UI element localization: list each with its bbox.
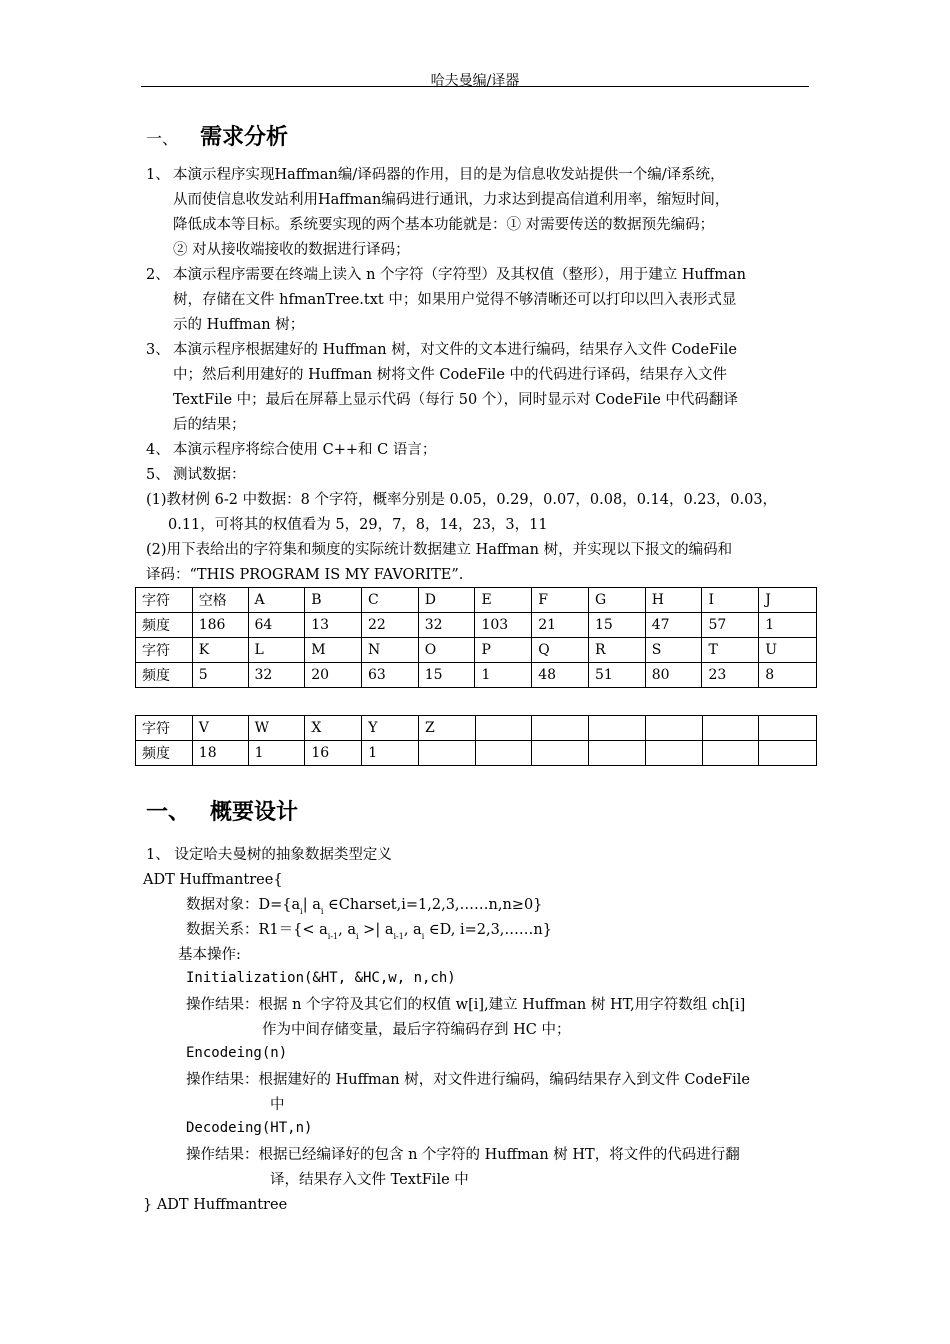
table-cell: 23 [702,663,759,688]
table-row [136,638,817,663]
table-cell: D [418,588,475,613]
op-encodeing: Encodeing(n) [186,1045,288,1061]
test2-line2: 译码：“THIS PROGRAM IS MY FAVORITE”. [146,567,464,583]
table-cell: F [532,588,589,613]
item2-line1: 本演示程序需要在终端上读入 n 个字符（字符型）及其权值（整形），用于建立 Huffman [173,267,746,283]
table-cell [702,716,759,741]
section1-title: 需求分析 [200,125,289,150]
table-cell [759,741,817,766]
table-row [136,663,817,688]
table-cell: 字符 [136,716,193,741]
subscript: i [356,932,359,941]
table-cell: G [589,588,646,613]
table-cell: V [192,716,248,741]
op2-result-line2: 中 [270,1097,285,1113]
table-cell: 8 [759,663,817,688]
table-cell: A [248,588,305,613]
data-relations-suffix: ∈D, i=2,3,……n} [424,922,552,938]
table-cell: 21 [532,613,589,638]
table-cell: H [645,588,702,613]
subscript: i [421,932,425,941]
table-cell [475,716,532,741]
op3-result-line1: 操作结果：根据已经编译好的包含 n 个字符的 Huffman 树 HT，将文件的代码进行翻 [186,1147,740,1163]
data-relations-mid3: , a [403,922,422,938]
data-relations [186,918,552,944]
item4-num: 4、 [146,442,170,458]
table-cell: 1 [475,663,532,688]
op-initialization: Initialization(&HT, &HC,w, n,ch) [186,970,456,986]
table-cell: 频度 [136,613,193,638]
item1-line3: 降低成本等目标。系统要实现的两个基本功能就是：① 对需要传送的数据预先编码； [173,217,715,233]
frequency-table-2 [135,715,817,766]
table-cell: 16 [305,741,362,766]
data-relations-mid2: >| a [358,922,394,938]
test1-line1: (1)教材例 6-2 中数据：8 个字符，概率分别是 0.05，0.29，0.07，0.08，0.14，0.23，0.03， [146,492,778,508]
table-cell: 1 [248,741,305,766]
basic-ops-label: 基本操作: [178,947,241,963]
data-relations-prefix: 数据关系：R1＝{< a [186,922,328,938]
table-cell: Z [418,716,475,741]
data-relations-mid1: , a [338,922,357,938]
op2-result-line1: 操作结果：根据建好的 Huffman 树，对文件进行编码，编码结果存入到文件 CodeFile [186,1072,750,1088]
data-objects [186,893,542,919]
table-cell: 186 [192,613,248,638]
item1-line2: 从而使信息收发站利用Haffman编码进行通讯，力求达到提高信道利用率，缩短时间， [173,192,730,208]
table-cell: 15 [418,663,475,688]
table-cell: 32 [248,663,305,688]
table-cell: N [361,638,418,663]
table-cell: 字符 [136,638,193,663]
table-cell: L [248,638,305,663]
table-cell: 5 [192,663,248,688]
data-objects-prefix: 数据对象：D={a [186,897,301,913]
table-cell: J [759,588,817,613]
table-cell: 22 [361,613,418,638]
item1-num: 1、 [146,167,170,183]
test2-line1: (2)用下表给出的字符集和频度的实际统计数据建立 Haffman 树，并实现以下报文的编码和 [146,542,733,558]
item1-line4: ② 对从接收端接收的数据进行译码； [173,242,410,258]
item5-line1: 测试数据： [173,467,246,483]
table-cell: B [305,588,362,613]
table-cell: 15 [589,613,646,638]
subscript: i-1 [393,932,404,941]
table-row [136,613,817,638]
table-cell: R [589,638,646,663]
table-cell: K [192,638,248,663]
op1-result-line1: 操作结果：根据 n 个字符及其它们的权值 w[i],建立 Huffman 树 HT,用字符数组 ch[i] [186,997,746,1013]
table-cell: O [418,638,475,663]
table-cell: 51 [589,663,646,688]
op-decodeing: Decodeing(HT,n) [186,1120,313,1136]
table-cell [702,741,759,766]
table-cell [645,741,702,766]
adt-intro: 1、 设定哈夫曼树的抽象数据类型定义 [146,847,392,863]
table-cell: 64 [248,613,305,638]
table-cell: M [305,638,362,663]
table-row [136,716,817,741]
table-cell: 字符 [136,588,193,613]
table-cell [759,716,817,741]
table-cell: Q [532,638,589,663]
section1-number: 一、 [146,129,179,148]
table-cell: 频度 [136,741,193,766]
item2-num: 2、 [146,267,170,283]
table-cell: 63 [361,663,418,688]
table-cell [645,716,702,741]
subscript: i [320,907,324,916]
item1-line1: 本演示程序实现Haffman编/译码器的作用，目的是为信息收发站提供一个编/译系统， [173,167,725,183]
table-cell: U [759,638,817,663]
subscript: i-1 [327,932,339,941]
table-cell: 1 [362,741,419,766]
adt-open: ADT Huffmantree{ [143,872,283,888]
table-cell: Y [362,716,419,741]
table-cell: C [361,588,418,613]
table-cell: T [702,638,759,663]
item3-num: 3、 [146,342,170,358]
subscript: i [300,907,303,916]
table-cell: 57 [702,613,759,638]
table-cell: X [305,716,362,741]
table-cell: 18 [192,741,248,766]
table-cell [532,716,589,741]
table-cell [475,741,532,766]
table-cell [532,741,589,766]
table-cell: 32 [418,613,475,638]
table-cell: P [475,638,532,663]
table-cell: W [248,716,305,741]
item2-line3: 示的 Huffman 树； [173,317,305,333]
item3-line3: TextFile 中；最后在屏幕上显示代码（每行 50 个），同时显示对 CodeFile 中代码翻译 [173,392,738,408]
op1-result-line2: 作为中间存储变量，最后字符编码存到 HC 中； [262,1022,571,1038]
table-row [136,741,817,766]
table-cell: 空格 [192,588,248,613]
data-objects-mid: | a [302,897,321,913]
item3-line4: 后的结果； [173,417,246,433]
item3-line1: 本演示程序根据建好的 Huffman 树，对文件的文本进行编码，结果存入文件 CodeFile [173,342,737,358]
item2-line2: 树，存储在文件 hfmanTree.txt 中；如果用户觉得不够清晰还可以打印以凹入表形式显 [173,292,737,308]
table-cell: 48 [532,663,589,688]
test1-line2: 0.11，可将其的权值看为 5，29，7，8，14，23，3，11 [168,517,548,533]
table-cell: E [475,588,532,613]
data-objects-suffix: ∈Charset,i=1,2,3,……n,n≥0} [323,897,543,913]
table-row [136,588,817,613]
section2-number: 一、 [146,800,191,825]
item5-num: 5、 [146,467,170,483]
table-cell: 47 [645,613,702,638]
item4-line1: 本演示程序将综合使用 C++和 C 语言； [173,442,437,458]
table-cell: 频度 [136,663,193,688]
op3-result-line2: 译，结果存入文件 TextFile 中 [270,1172,469,1188]
table-cell [589,741,646,766]
table-cell: 80 [645,663,702,688]
table-cell: 13 [305,613,362,638]
table-cell: 103 [475,613,532,638]
adt-close: } ADT Huffmantree [143,1197,288,1213]
table-cell: 20 [305,663,362,688]
table-cell: S [645,638,702,663]
table-cell: 1 [759,613,817,638]
section2-title: 概要设计 [210,800,299,825]
page-header-title: 哈夫曼编/译器 [430,73,520,89]
item3-line2: 中；然后利用建好的 Huffman 树将文件 CodeFile 中的代码进行译码，结果存入文件 [173,367,728,383]
table-cell [418,741,475,766]
frequency-table-1 [135,587,817,688]
header-rule [141,86,809,87]
table-cell [589,716,646,741]
table-cell: I [702,588,759,613]
